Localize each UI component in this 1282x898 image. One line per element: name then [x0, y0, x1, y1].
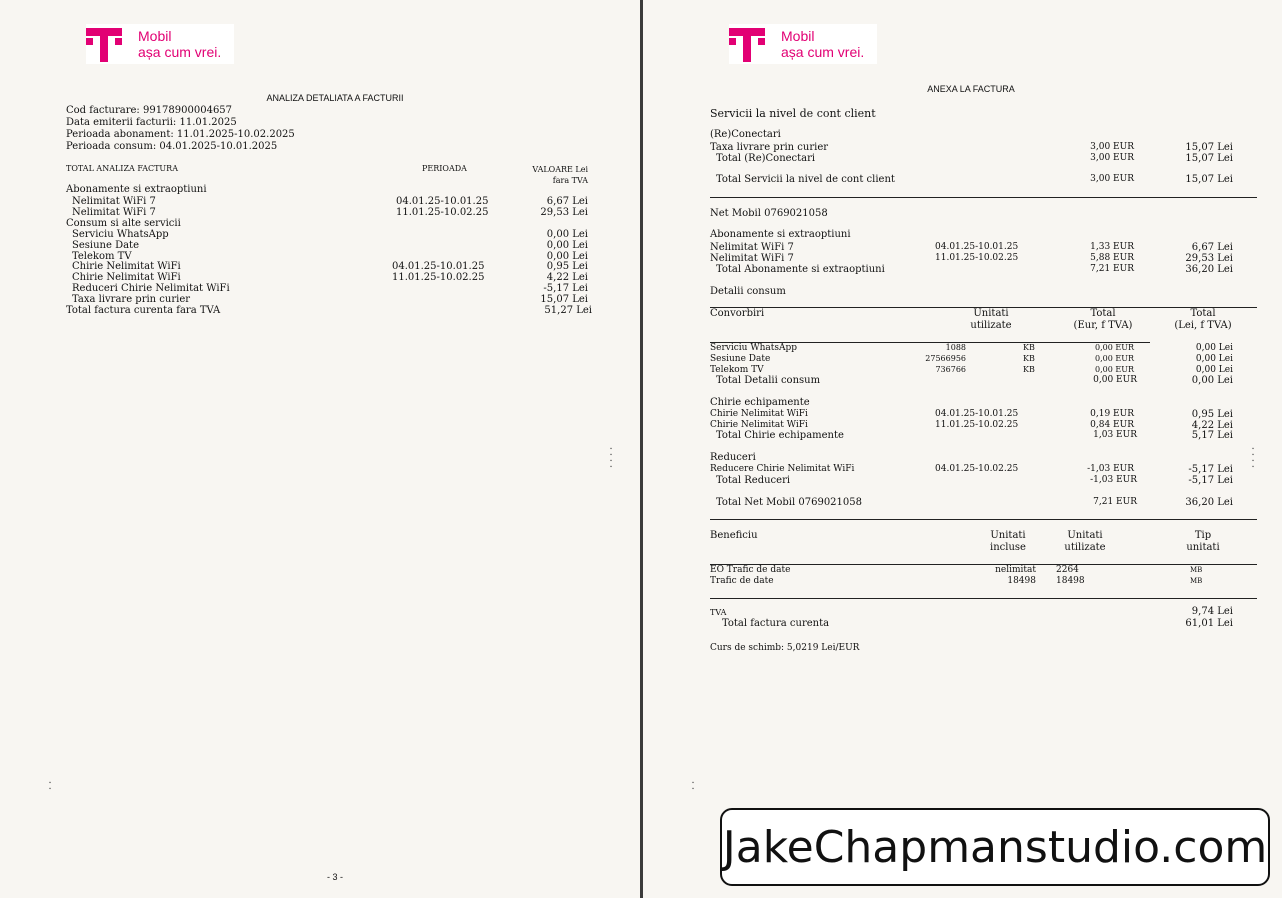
row-included: nelimitat: [995, 565, 1036, 575]
row-unit: KB: [1023, 343, 1035, 352]
invoice-total-label: Total factura curenta: [722, 618, 830, 629]
watermark-text: JakeChapmanstudio.com: [722, 822, 1268, 873]
row-period: 04.01.25-10.01.25: [935, 242, 1019, 252]
row-period: 04.01.25-10.01.25: [392, 261, 485, 273]
benefit-col-name: Beneficiu: [710, 530, 758, 541]
row-eur: 0,00 EUR: [1093, 375, 1137, 385]
row-label: Total Abonamente si extraoptiuni: [716, 264, 885, 275]
row-eur: 7,21 EUR: [1093, 497, 1137, 507]
row-value: 15,07 Lei: [540, 293, 588, 305]
row-label: Chirie Nelimitat WiFi: [72, 272, 181, 284]
row-lei: 15,07 Lei: [1185, 142, 1233, 153]
row-eur: 3,00 EUR: [1090, 174, 1134, 184]
row-period: 11.01.25-10.02.25: [392, 272, 485, 284]
row-label: Trafic de date: [710, 576, 774, 586]
page-title: ANALIZA DETALIATA A FACTURII: [266, 93, 404, 103]
row-eur: 0,00 EUR: [1095, 343, 1134, 352]
row-label: Reducere Chirie Nelimitat WiFi: [710, 464, 855, 474]
row-value: -5,17 Lei: [543, 283, 588, 294]
row-eur: 3,00 EUR: [1090, 153, 1134, 163]
row-eur: 0,00 EUR: [1095, 354, 1134, 363]
usage-col-calls: Convorbiri: [710, 308, 765, 319]
usage-col-units: Unitati utilizate: [970, 308, 1012, 331]
side-mark: ▪▪: [47, 780, 53, 792]
row-label: Serviciu WhatsApp: [710, 343, 798, 353]
row-type: MB: [1190, 566, 1203, 574]
usage-col-lei: Total (Lei, f TVA): [1174, 308, 1232, 331]
total-label: Total factura curenta fara TVA: [66, 305, 221, 316]
row-eur: 7,21 EUR: [1090, 264, 1134, 274]
row-label: Reduceri Chirie Nelimitat WiFi: [72, 283, 230, 294]
row-lei: 36,20 Lei: [1185, 497, 1233, 508]
row-lei: 4,22 Lei: [1191, 419, 1233, 431]
row-value: 0,00 Lei: [546, 229, 588, 240]
separator: [710, 197, 1257, 198]
account-heading: Servicii la nivel de cont client: [710, 107, 876, 120]
row-lei: -5,17 Lei: [1188, 464, 1233, 475]
row-label: Nelimitat WiFi 7: [710, 242, 794, 253]
invoice-meta: Cod facturare: 99178900004657 Data emiterii facturii: 11.01.2025 Perioada abonament: 11.01.2025-10.02.2025 Perioada consum: 04.01.2025-10.01.2025: [66, 105, 295, 152]
row-lei: 0,00 Lei: [1191, 375, 1233, 386]
row-included: 18498: [1007, 576, 1036, 586]
row-lei: 6,67 Lei: [1191, 242, 1233, 253]
row-eur: 3,00 EUR: [1090, 142, 1134, 152]
side-code: ▪▪▪▪: [1250, 446, 1256, 470]
reconnect-heading: (Re)Conectari: [710, 129, 781, 140]
row-lei: 36,20 Lei: [1185, 264, 1233, 275]
side-mark: ▪▪: [690, 780, 696, 792]
row-units: 27566956: [925, 354, 966, 363]
exchange-rate: Curs de schimb: 5,0219 Lei/EUR: [710, 643, 860, 653]
row-label: EO Trafic de date: [710, 565, 791, 575]
section-consumption: Consum si alte servicii: [66, 218, 181, 229]
separator: [710, 519, 1257, 520]
section-subscriptions: Abonamente si extraoptiuni: [66, 184, 207, 195]
row-label: Nelimitat WiFi 7: [72, 196, 156, 207]
row-label: Chirie Nelimitat WiFi: [710, 409, 808, 419]
row-label: Nelimitat WiFi 7: [72, 207, 156, 218]
row-lei: 29,53 Lei: [1185, 253, 1233, 264]
benefit-col-type: Tip unitati: [1186, 530, 1220, 553]
discount-heading: Reduceri: [710, 452, 756, 463]
row-period: 11.01.25-10.02.25: [396, 207, 489, 218]
row-period: 04.01.25-10.01.25: [935, 409, 1019, 419]
row-eur: 1,33 EUR: [1090, 242, 1134, 252]
row-eur: -1,03 EUR: [1087, 464, 1134, 474]
row-type: MB: [1190, 577, 1203, 585]
row-lei: 5,17 Lei: [1191, 430, 1233, 441]
row-used: 2264: [1056, 565, 1079, 575]
row-label: Serviciu WhatsApp: [72, 229, 169, 240]
row-lei: 15,07 Lei: [1185, 153, 1233, 164]
row-value: 0,00 Lei: [546, 250, 588, 262]
col-period-header: PERIOADA: [422, 164, 467, 173]
watermark-banner: [720, 808, 1270, 886]
row-value: 29,53 Lei: [540, 207, 588, 218]
row-units: 1088: [945, 343, 966, 352]
brand-tagline: Mobil așa cum vrei.: [138, 28, 222, 60]
row-lei: 0,00 Lei: [1195, 343, 1233, 353]
row-eur: -1,03 EUR: [1090, 475, 1137, 485]
row-lei: 0,00 Lei: [1195, 365, 1233, 375]
row-label: Telekom TV: [710, 365, 764, 375]
side-code: ▪▪▪▪: [608, 446, 614, 470]
col-total-header: TOTAL ANALIZA FACTURA: [66, 164, 178, 173]
row-period: 04.01.25-10.02.25: [935, 464, 1019, 474]
row-period: 11.01.25-10.02.25: [935, 253, 1019, 263]
row-eur: 1,03 EUR: [1093, 430, 1137, 440]
row-label: Nelimitat WiFi 7: [710, 253, 794, 264]
row-lei: 0,00 Lei: [1195, 354, 1233, 364]
row-label: Total Net Mobil 0769021058: [716, 497, 862, 508]
telekom-logo: [86, 24, 234, 64]
row-value: 6,67 Lei: [546, 196, 588, 207]
vat-label: TVA: [710, 608, 727, 617]
invoice-annex-page: [643, 0, 1282, 898]
row-label: Total Detalii consum: [716, 375, 821, 386]
usage-col-eur: Total (Eur, f TVA): [1073, 308, 1133, 331]
row-label: Telekom TV: [72, 250, 132, 262]
row-unit: KB: [1023, 354, 1035, 363]
net-mobil-heading: Net Mobil 0769021058: [710, 208, 828, 219]
row-label: Sesiune Date: [72, 239, 139, 251]
row-period: 11.01.25-10.02.25: [935, 419, 1019, 430]
row-value: 4,22 Lei: [546, 272, 588, 284]
row-eur: 5,88 EUR: [1090, 253, 1134, 263]
row-used: 18498: [1056, 576, 1085, 586]
annex-title: ANEXA LA FACTURA: [927, 84, 1015, 94]
total-value: 51,27 Lei: [544, 305, 592, 316]
row-lei: 0,95 Lei: [1191, 409, 1233, 420]
row-lei: -5,17 Lei: [1188, 475, 1233, 486]
row-label: Taxa livrare prin curier: [710, 142, 829, 153]
row-eur: 0,19 EUR: [1090, 409, 1134, 419]
row-label: Total Chirie echipamente: [716, 430, 844, 441]
vat-value: 9,74 Lei: [1191, 606, 1233, 617]
benefit-col-used: Unitati utilizate: [1064, 530, 1106, 553]
row-label: Sesiune Date: [710, 354, 771, 364]
benefit-col-incl: Unitati incluse: [990, 530, 1026, 553]
telekom-t-icon: [86, 26, 122, 62]
equip-heading: Chirie echipamente: [710, 397, 810, 408]
col-value-header: VALOARE Lei fara TVA: [532, 165, 588, 185]
row-eur: 0,00 EUR: [1095, 365, 1134, 374]
telekom-t-icon: [729, 26, 765, 62]
separator: [710, 598, 1257, 599]
invoice-total-value: 61,01 Lei: [1185, 618, 1233, 629]
subs-heading: Abonamente si extraoptiuni: [710, 229, 851, 240]
row-eur: 0,84 EUR: [1090, 419, 1134, 430]
details-heading: Detalii consum: [710, 286, 786, 297]
row-period: 04.01.25-10.01.25: [396, 196, 489, 207]
brand-tagline: Mobil așa cum vrei.: [781, 28, 865, 60]
row-lei: 15,07 Lei: [1185, 174, 1233, 185]
row-value: 0,00 Lei: [546, 239, 588, 251]
row-label: Total (Re)Conectari: [716, 153, 816, 164]
row-units: 736766: [935, 365, 966, 374]
row-value: 0,95 Lei: [546, 261, 588, 273]
row-label: Taxa livrare prin curier: [72, 293, 191, 305]
row-label: Chirie Nelimitat WiFi: [72, 261, 181, 273]
row-unit: KB: [1023, 365, 1035, 374]
telekom-logo: [729, 24, 877, 64]
row-label: Total Reduceri: [716, 475, 791, 486]
page-number: - 3 -: [326, 872, 343, 882]
invoice-page-3: [0, 0, 640, 898]
row-label: Total Servicii la nivel de cont client: [716, 174, 895, 185]
row-label: Chirie Nelimitat WiFi: [710, 419, 808, 430]
